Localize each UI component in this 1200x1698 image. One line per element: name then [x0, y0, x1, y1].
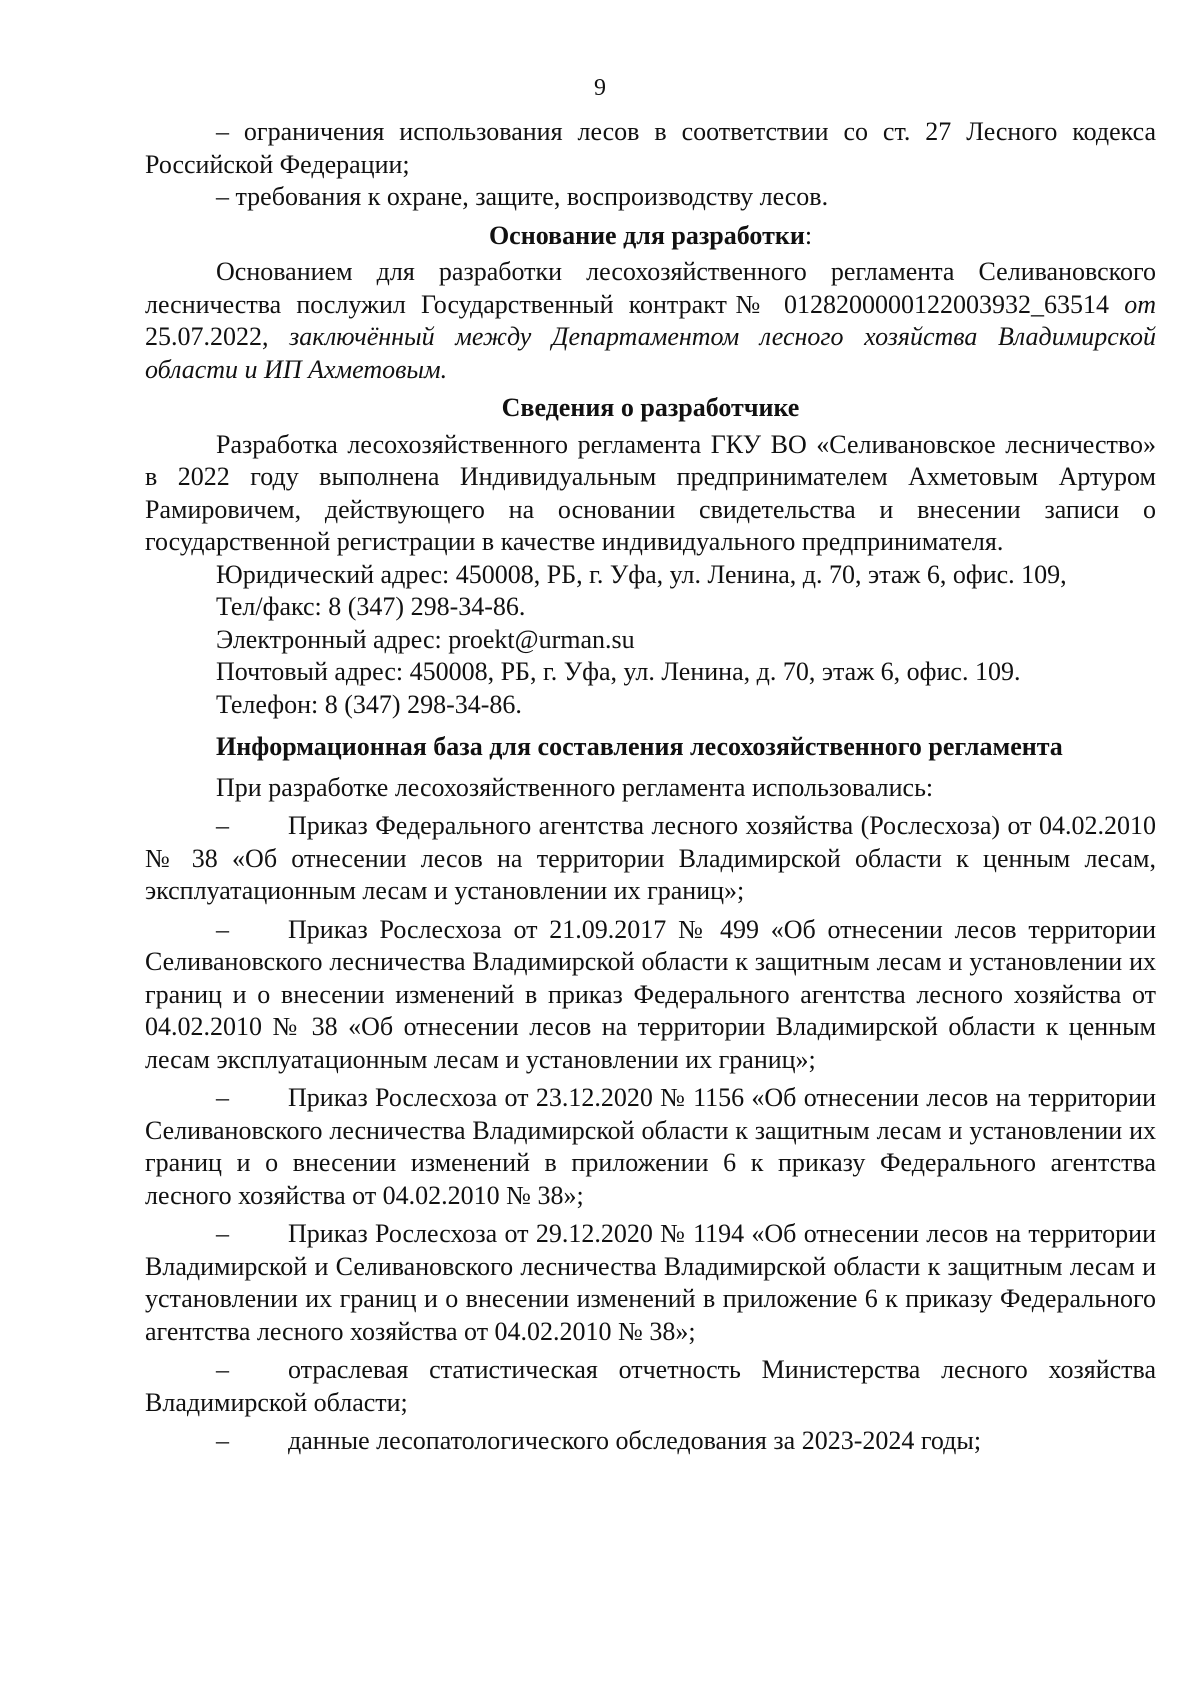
page-number: 9: [594, 75, 606, 101]
list-item: – Приказ Рослесхоза от 21.09.2017 № 499 «Об отнесении лесов территории Селивановского лесничества Владимирской области к защитным лесам и установлении их границ и о внесении изменений в приказ Федерального агентства лесного хозяйства от 04.02.2010 № 38 «Об отнесении лесов на территории Владимирской области к ценным лесам эксплуатационным лесам и установлении их границ»;: [145, 914, 1156, 1074]
intro-item-1: – ограничения использования лесов в соответствии со ст. 27 Лесного кодекса Российской Федерации;: [145, 117, 1156, 179]
tel-fax: Тел/факс: 8 (347) 298-34-86.: [216, 592, 526, 621]
list-item: – отраслевая статистическая отчетность Министерства лесного хозяйства Владимирской области;: [145, 1355, 1156, 1417]
info-base-heading: Информационная база для составления лесохозяйственного регламента: [216, 732, 1063, 761]
email-address: Электронный адрес: proekt@urman.su: [216, 624, 635, 654]
info-base-lead: При разработке лесохозяйственного регламента использовались:: [216, 772, 934, 802]
list-item: – Приказ Рослесхоза от 29.12.2020 № 1194 «Об отнесении лесов на территории Владимирской и Селивановского лесничества Владимирской области к защитным лесам и установлении их границ и о внесении изменений в приложение 6 к приказу Федерального агентства лесного хозяйства от 04.02.2010 № 38»;: [145, 1219, 1156, 1346]
developer-paragraph: Разработка лесохозяйственного регламента ГКУ ВО «Селивановское лесничество» в 2022 году выполнена Индивидуальным предпринимателем Ахметовым Артуром Рамировичем, действующего на основании свидетельства и внесении записи о государственной регистрации в качестве индивидуального предпринимателя.: [145, 429, 1156, 556]
list-item: – Приказ Рослесхоза от 23.12.2020 № 1156 «Об отнесении лесов на территории Селивановского лесничества Владимирской области к защитным лесам и установлении их границ и о внесении изменений в приложении 6 к приказу Федерального агентства лесного хозяйства от 04.02.2010 № 38»;: [145, 1083, 1156, 1210]
basis-heading: Основание для разработки:: [488, 220, 813, 250]
phone: Телефон: 8 (347) 298-34-86.: [216, 689, 522, 719]
developer-heading: Сведения о разработчике: [501, 393, 800, 422]
list-item: – данные лесопатологического обследования за 2023-2024 годы;: [216, 1426, 982, 1455]
document-body: [145, 116, 1156, 1458]
basis-paragraph: Основанием для разработки лесохозяйственного регламента Селивановского лесничества послужил Государственный контракт№ 0128200000122003932_63514 от 25.07.2022, заключённый между Департаментом лесного хозяйства Владимирской области и ИП Ахметовым.: [145, 257, 1157, 384]
intro-item-2: – требования к охране, защите, воспроизводству лесов.: [216, 182, 829, 211]
list-item: – Приказ Федерального агентства лесного хозяйства (Рослесхоза) от 04.02.2010 № 38 «Об отнесении лесов на территории Владимирской области к ценным лесам, эксплуатационным лесам и установлении их границ»;: [145, 811, 1156, 905]
legal-address: Юридический адрес: 450008, РБ, г. Уфа, ул. Ленина, д. 70, этаж 6, офис. 109,: [216, 559, 1067, 589]
postal-address: Почтовый адрес: 450008, РБ, г. Уфа, ул. Ленина, д. 70, этаж 6, офис. 109.: [216, 657, 1021, 686]
